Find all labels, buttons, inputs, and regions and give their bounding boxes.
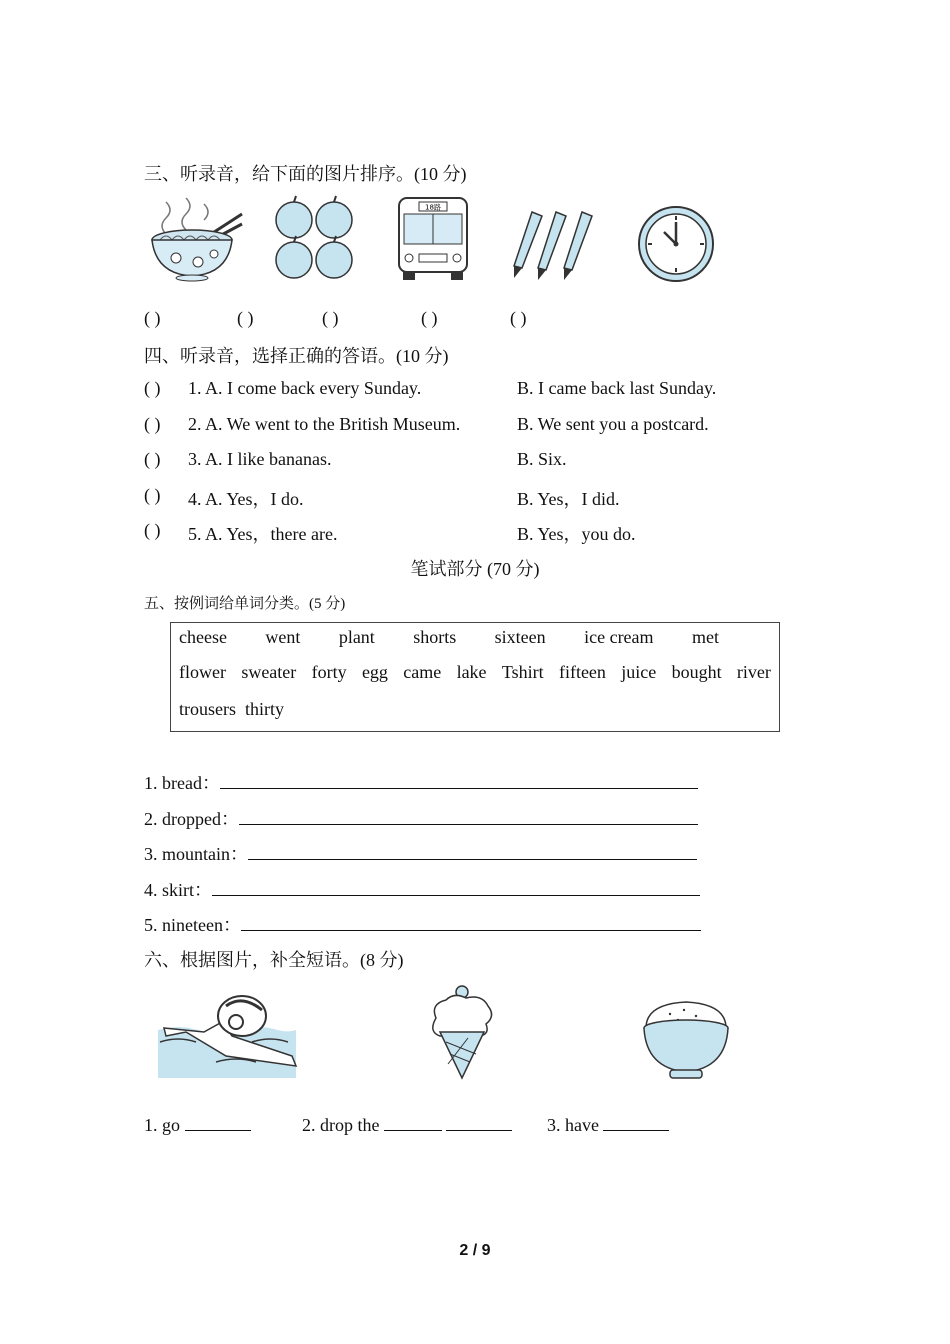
phrase-3 — [547, 1115, 669, 1136]
answer-blank[interactable] — [603, 1116, 669, 1131]
section5-title: 五、按例词给单词分类。(5 分) — [144, 596, 346, 612]
page-number: 2 / 9 — [459, 1242, 491, 1259]
answer-paren-5[interactable]: ( ) — [510, 308, 527, 328]
word-bank-box — [170, 622, 780, 732]
word-item: bought — [671, 662, 722, 682]
q1-option-b: B. I came back last Sunday. — [517, 378, 717, 398]
word-bank-row-3: trousers thirty — [179, 699, 284, 719]
category-line-5 — [144, 911, 701, 937]
answer-blank[interactable] — [220, 774, 698, 789]
word-item: fifteen — [558, 662, 606, 682]
word-item: ice cream — [584, 627, 654, 647]
word-item: flower — [179, 662, 226, 682]
category-line-4 — [144, 876, 700, 902]
category-label: 4. skirt： — [144, 880, 213, 900]
ice-cream-icon — [428, 982, 498, 1082]
answer-paren-3[interactable]: ( ) — [322, 308, 339, 328]
answer-paren-1[interactable]: ( ) — [144, 308, 161, 328]
answer-blank[interactable] — [241, 916, 701, 931]
category-label: 5. nineteen： — [144, 915, 241, 935]
section6-title: 六、根据图片，补全短语。(8 分) — [144, 950, 404, 970]
category-label: 2. dropped： — [144, 809, 239, 829]
answer-blank[interactable] — [185, 1116, 251, 1131]
q3-paren[interactable]: ( ) — [144, 449, 161, 469]
word-item: sweater — [241, 662, 297, 682]
answer-blank[interactable] — [212, 881, 700, 896]
pencils-icon — [510, 208, 598, 280]
phrase-2 — [302, 1115, 512, 1136]
q1-option-a: 1. A. I come back every Sunday. — [188, 378, 422, 398]
word-item: plant — [338, 627, 375, 647]
word-item: came — [403, 662, 442, 682]
written-part-header: 笔试部分 (70 分) — [410, 559, 540, 579]
q2-option-a: 2. A. We went to the British Museum. — [188, 414, 461, 434]
q3-option-b: B. Six. — [517, 449, 567, 469]
section3-title: 三、听录音，给下面的图片排序。(10 分) — [144, 164, 467, 184]
apples-icon — [272, 194, 358, 284]
word-item: forty — [311, 662, 347, 682]
word-item: sixteen — [494, 627, 546, 647]
q4-option-b: B. Yes，I did. — [517, 489, 620, 509]
word-item: Tshirt — [501, 662, 544, 682]
word-item: lake — [456, 662, 487, 682]
answer-paren-2[interactable]: ( ) — [237, 308, 254, 328]
word-item: shorts — [413, 627, 457, 647]
q5-option-b: B. Yes，you do. — [517, 524, 636, 544]
category-line-1 — [144, 769, 698, 795]
phrase-3-text: 3. have — [547, 1115, 599, 1135]
phrase-1 — [144, 1115, 251, 1136]
word-item: cheese — [179, 627, 227, 647]
answer-blank[interactable] — [446, 1116, 512, 1131]
word-item: went — [265, 627, 301, 647]
q2-paren[interactable]: ( ) — [144, 414, 161, 434]
word-bank-row-1 — [179, 627, 719, 648]
q5-paren[interactable]: ( ) — [144, 520, 161, 540]
category-line-2 — [144, 805, 698, 831]
bus-number: 18路 — [425, 203, 441, 212]
answer-blank[interactable] — [239, 810, 698, 825]
q5-option-a: 5. A. Yes，there are. — [188, 524, 338, 544]
answer-blank[interactable] — [384, 1116, 442, 1131]
phrase-1-text: 1. go — [144, 1115, 180, 1135]
q2-option-b: B. We sent you a postcard. — [517, 414, 709, 434]
word-item: river — [736, 662, 771, 682]
noodles-icon — [146, 196, 244, 284]
clock-icon — [636, 204, 716, 284]
answer-paren-4[interactable]: ( ) — [421, 308, 438, 328]
answer-blank[interactable] — [248, 845, 697, 860]
rice-bowl-icon — [640, 998, 732, 1082]
word-bank-row-2 — [179, 662, 771, 683]
section4-title: 四、听录音，选择正确的答语。(10 分) — [144, 346, 449, 366]
word-item: juice — [621, 662, 657, 682]
q1-paren[interactable]: ( ) — [144, 378, 161, 398]
phrase-2-text: 2. drop the — [302, 1115, 380, 1135]
word-item: met — [691, 627, 719, 647]
word-item: egg — [361, 662, 388, 682]
q4-option-a: 4. A. Yes，I do. — [188, 489, 304, 509]
q3-option-a: 3. A. I like bananas. — [188, 449, 332, 469]
bus-icon — [395, 196, 471, 282]
category-line-3 — [144, 840, 697, 866]
q4-paren[interactable]: ( ) — [144, 485, 161, 505]
category-label: 3. mountain： — [144, 844, 248, 864]
swimming-icon — [156, 992, 298, 1082]
category-label: 1. bread： — [144, 773, 220, 793]
